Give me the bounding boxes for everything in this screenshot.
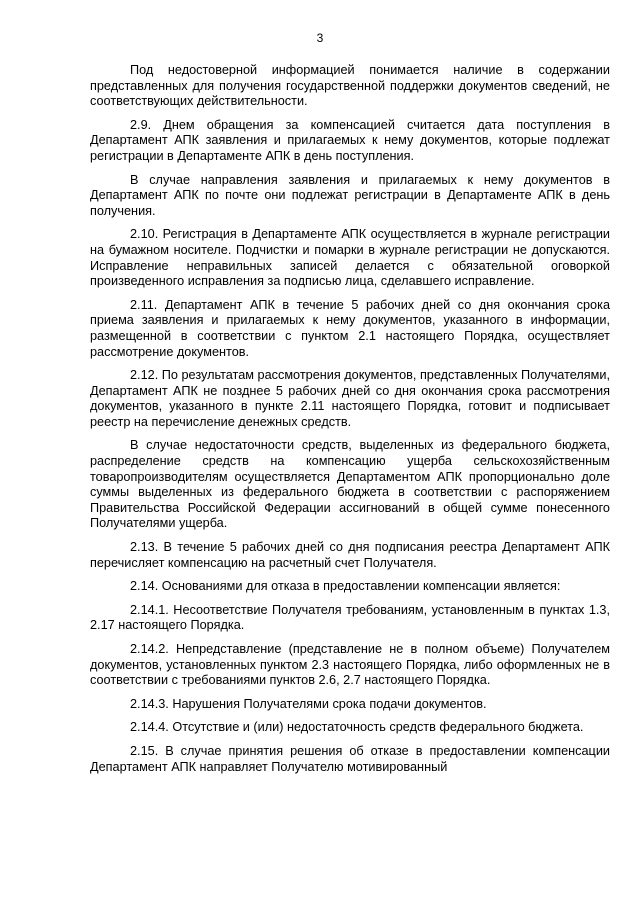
paragraph-2-14-3: 2.14.3. Нарушения Получателями срока подачи документов. xyxy=(130,696,487,711)
paragraph-2-14: 2.14. Основаниями для отказа в предоставлении компенсации является: xyxy=(130,579,561,594)
paragraph-2-9: 2.9. Днем обращения за компенсацией считается дата поступления в Департамент АПК заявления и прилагаемых к нему документов, которые подлежат регистрации в Департаменте АПК в день поступления. xyxy=(90,117,610,163)
paragraph-2-14-2: 2.14.2. Непредставление (представление не в полном объеме) Получателем документов, установленных пунктом 2.3 настоящего Порядка, либо оформленных не в соответствии с требованиями пунктов 2.6, 2.7 настоящего Порядка. xyxy=(90,642,610,688)
paragraph-2-14-1: 2.14.1. Несоответствие Получателя требованиям, установленным в пунктах 1.3, 2.17 настоящего Порядка. xyxy=(90,602,610,633)
document-body xyxy=(90,63,610,783)
paragraph-2-15: 2.15. В случае принятия решения об отказе в предоставлении компенсации Департамент АПК направляет Получателю мотивированный xyxy=(90,743,610,774)
paragraph-2-12-insufficient-funds: В случае недостаточности средств, выделенных из федерального бюджета, распределение средств на компенсацию ущерба сельскохозяйственным товаропроизводителям осуществляется Департаментом АПК пропорционально доле суммы выделенных из федерального бюджета в соответствии с распоряжением Правительства Российской Федерации ассигнований в общей сумме понесенного Получателями ущерба. xyxy=(90,438,610,531)
paragraph-2-12: 2.12. По результатам рассмотрения документов, представленных Получателями, Департамент АПК не позднее 5 рабочих дней со дня окончания срока рассмотрения документов, указанного в пункте 2.11 настоящего Порядка, готовит и подписывает реестр на перечисление денежных средств. xyxy=(90,368,610,429)
page-number: 3 xyxy=(316,31,324,45)
paragraph-2-10: 2.10. Регистрация в Департаменте АПК осуществляется в журнале регистрации на бумажном носителе. Подчистки и помарки в журнале регистрации не допускаются. Исправление неправильных записей делается с обязательной оговоркой произведенного исправления за подписью лица, сделавшего исправление. xyxy=(90,227,610,289)
paragraph-unreliable-info: Под недостоверной информацией понимается наличие в содержании представленных для получения государственной поддержки документов сведений, не соответствующих действительности. xyxy=(90,63,610,109)
paragraph-2-14-4: 2.14.4. Отсутствие и (или) недостаточность средств федерального бюджета. xyxy=(130,720,584,735)
paragraph-2-13: 2.13. В течение 5 рабочих дней со дня подписания реестра Департамент АПК перечисляет компенсацию на расчетный счет Получателя. xyxy=(90,540,610,570)
paragraph-2-11: 2.11. Департамент АПК в течение 5 рабочих дней со дня окончания срока приема заявления и прилагаемых к нему документов, указанного в информации, размещенной в соответствии с пунктом 2.1 настоящего Порядка, осуществляет рассмотрение документов. xyxy=(90,297,610,359)
paragraph-2-9-mail: В случае направления заявления и прилагаемых к нему документов в Департамент АПК по почте они подлежат регистрации в Департаменте АПК в день получения. xyxy=(90,172,610,218)
